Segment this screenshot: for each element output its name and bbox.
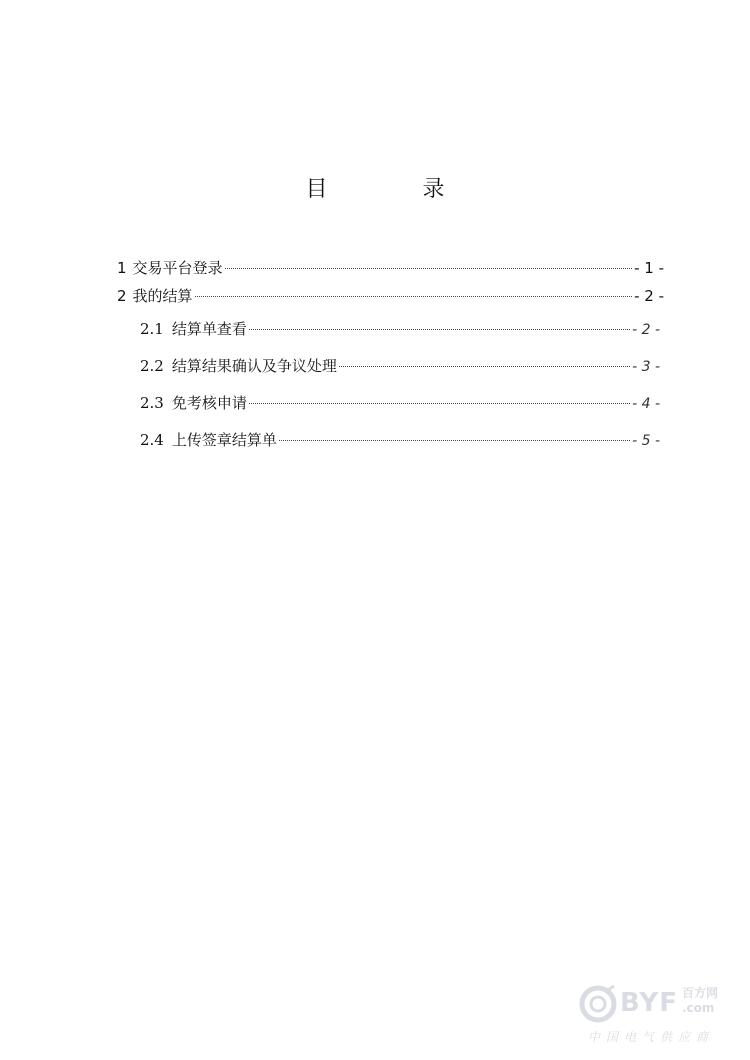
toc-entry-label: 交易平台登录 xyxy=(132,259,223,277)
toc-entry-page: - 4 - xyxy=(632,396,660,412)
toc-entry-label: 上传签章结算单 xyxy=(171,431,277,449)
toc-entry-number: 2.2 xyxy=(140,357,164,375)
toc-entry-number: 2.4 xyxy=(140,431,164,449)
toc-entry-label: 我的结算 xyxy=(132,287,193,305)
toc-entry-number: 2.1 xyxy=(140,320,164,338)
toc-dot-leader xyxy=(249,403,630,404)
toc-dot-leader xyxy=(249,329,630,330)
toc-entry-page: - 2 - xyxy=(634,287,664,305)
toc-dot-leader xyxy=(279,440,630,441)
watermark-sub: 百方网 .com xyxy=(682,986,719,1015)
watermark xyxy=(578,984,738,1046)
toc-entry-number: 1 xyxy=(117,259,127,277)
toc-entry-page: - 3 - xyxy=(632,359,660,375)
toc-dot-leader xyxy=(225,268,633,269)
toc-dot-leader xyxy=(195,296,633,297)
toc-entry-label: 免考核申请 xyxy=(171,394,247,412)
toc-entry-2[interactable] xyxy=(117,285,664,306)
toc-entry-number: 2 xyxy=(117,287,127,305)
toc-entry-page: - 2 - xyxy=(632,322,660,338)
watermark-brand: BYF xyxy=(620,988,678,1018)
toc-entry-1[interactable] xyxy=(117,257,664,278)
toc-entry-2-4[interactable] xyxy=(140,429,660,450)
toc-entry-page: - 5 - xyxy=(632,433,660,449)
toc-entry-page: - 1 - xyxy=(634,259,664,277)
toc-title: 目 录 xyxy=(305,177,489,202)
toc-entry-2-1[interactable] xyxy=(140,318,660,339)
toc-entry-label: 结算结果确认及争议处理 xyxy=(171,357,337,375)
toc-entry-number: 2.3 xyxy=(140,394,164,412)
toc-entry-2-3[interactable] xyxy=(140,392,660,413)
toc-dot-leader xyxy=(339,366,630,367)
byf-logo-icon xyxy=(578,984,618,1024)
watermark-tagline: 中国电气供应商 xyxy=(588,1030,715,1044)
toc-entry-label: 结算单查看 xyxy=(171,320,247,338)
toc-entry-2-2[interactable] xyxy=(140,355,660,376)
